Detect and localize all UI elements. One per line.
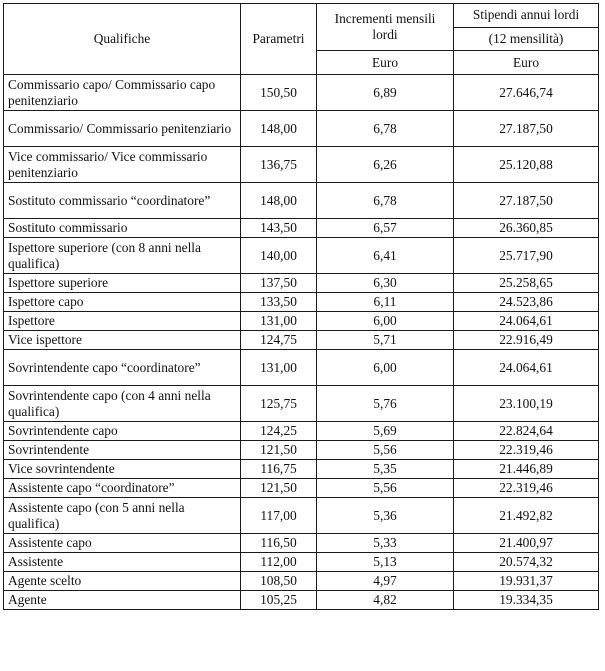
row-parametro: 121,50 bbox=[241, 479, 317, 498]
row-stipendio: 26.360,85 bbox=[454, 219, 599, 238]
row-qualifica: Commissario/ Commissario penitenziario bbox=[4, 111, 241, 147]
table-row bbox=[4, 460, 599, 479]
row-stipendio: 22.319,46 bbox=[454, 479, 599, 498]
row-qualifica: Assistente capo “coordinatore” bbox=[4, 479, 241, 498]
row-parametro: 124,75 bbox=[241, 331, 317, 350]
row-stipendio: 20.574,32 bbox=[454, 553, 599, 572]
row-qualifica: Vice ispettore bbox=[4, 331, 241, 350]
table-row bbox=[4, 553, 599, 572]
row-qualifica: Agente bbox=[4, 591, 241, 610]
row-incremento: 5,35 bbox=[317, 460, 454, 479]
row-qualifica: Ispettore bbox=[4, 312, 241, 331]
row-parametro: 116,75 bbox=[241, 460, 317, 479]
row-incremento: 6,00 bbox=[317, 350, 454, 386]
table-row bbox=[4, 572, 599, 591]
row-parametro: 105,25 bbox=[241, 591, 317, 610]
row-incremento: 6,00 bbox=[317, 312, 454, 331]
row-qualifica: Agente scelto bbox=[4, 572, 241, 591]
row-stipendio: 21.446,89 bbox=[454, 460, 599, 479]
salary-table-container bbox=[3, 3, 599, 610]
row-incremento: 5,56 bbox=[317, 441, 454, 460]
row-incremento: 6,78 bbox=[317, 183, 454, 219]
row-qualifica: Sovrintendente bbox=[4, 441, 241, 460]
row-qualifica: Assistente capo bbox=[4, 534, 241, 553]
row-stipendio: 24.064,61 bbox=[454, 350, 599, 386]
row-stipendio: 22.319,46 bbox=[454, 441, 599, 460]
row-qualifica: Ispettore superiore (con 8 anni nella qualifica) bbox=[4, 238, 241, 274]
table-row bbox=[4, 75, 599, 111]
row-qualifica: Assistente capo (con 5 anni nella qualifica) bbox=[4, 498, 241, 534]
table-row bbox=[4, 498, 599, 534]
row-parametro: 143,50 bbox=[241, 219, 317, 238]
row-stipendio: 21.400,97 bbox=[454, 534, 599, 553]
table-row bbox=[4, 183, 599, 219]
row-parametro: 112,00 bbox=[241, 553, 317, 572]
row-incremento: 6,30 bbox=[317, 274, 454, 293]
row-incremento: 6,26 bbox=[317, 147, 454, 183]
row-incremento: 6,89 bbox=[317, 75, 454, 111]
row-incremento: 5,36 bbox=[317, 498, 454, 534]
header-parametri: Parametri bbox=[241, 4, 317, 75]
row-incremento: 6,41 bbox=[317, 238, 454, 274]
table-row bbox=[4, 350, 599, 386]
table-row bbox=[4, 422, 599, 441]
row-incremento: 5,71 bbox=[317, 331, 454, 350]
row-incremento: 5,33 bbox=[317, 534, 454, 553]
table-row bbox=[4, 147, 599, 183]
row-qualifica: Sostituto commissario “coordinatore” bbox=[4, 183, 241, 219]
row-parametro: 136,75 bbox=[241, 147, 317, 183]
row-stipendio: 25.120,88 bbox=[454, 147, 599, 183]
row-incremento: 6,11 bbox=[317, 293, 454, 312]
row-qualifica: Commissario capo/ Commissario capo penitenziario bbox=[4, 75, 241, 111]
table-row bbox=[4, 479, 599, 498]
header-qualifiche: Qualifiche bbox=[4, 4, 241, 75]
row-parametro: 140,00 bbox=[241, 238, 317, 274]
row-stipendio: 27.187,50 bbox=[454, 111, 599, 147]
row-stipendio: 22.824,64 bbox=[454, 422, 599, 441]
header-mensilita: (12 mensilità) bbox=[454, 27, 599, 51]
row-qualifica: Sovrintendente capo “coordinatore” bbox=[4, 350, 241, 386]
row-parametro: 148,00 bbox=[241, 111, 317, 147]
row-parametro: 148,00 bbox=[241, 183, 317, 219]
row-incremento: 6,57 bbox=[317, 219, 454, 238]
header-stipendi: Stipendi annui lordi bbox=[454, 4, 599, 28]
row-parametro: 150,50 bbox=[241, 75, 317, 111]
row-stipendio: 24.064,61 bbox=[454, 312, 599, 331]
row-stipendio: 19.931,37 bbox=[454, 572, 599, 591]
row-stipendio: 27.187,50 bbox=[454, 183, 599, 219]
row-parametro: 124,25 bbox=[241, 422, 317, 441]
row-qualifica: Vice sovrintendente bbox=[4, 460, 241, 479]
row-qualifica: Assistente bbox=[4, 553, 241, 572]
row-parametro: 121,50 bbox=[241, 441, 317, 460]
row-parametro: 137,50 bbox=[241, 274, 317, 293]
table-row bbox=[4, 534, 599, 553]
row-parametro: 117,00 bbox=[241, 498, 317, 534]
row-parametro: 131,00 bbox=[241, 312, 317, 331]
row-stipendio: 25.258,65 bbox=[454, 274, 599, 293]
table-row bbox=[4, 591, 599, 610]
row-parametro: 108,50 bbox=[241, 572, 317, 591]
row-qualifica: Sovrintendente capo bbox=[4, 422, 241, 441]
row-parametro: 125,75 bbox=[241, 386, 317, 422]
table-row bbox=[4, 274, 599, 293]
table-row bbox=[4, 293, 599, 312]
row-incremento: 5,13 bbox=[317, 553, 454, 572]
row-incremento: 6,78 bbox=[317, 111, 454, 147]
table-row bbox=[4, 111, 599, 147]
row-qualifica: Ispettore capo bbox=[4, 293, 241, 312]
row-stipendio: 27.646,74 bbox=[454, 75, 599, 111]
row-stipendio: 23.100,19 bbox=[454, 386, 599, 422]
row-incremento: 4,82 bbox=[317, 591, 454, 610]
salary-table bbox=[3, 3, 599, 610]
row-qualifica: Vice commissario/ Vice commissario penitenziario bbox=[4, 147, 241, 183]
row-stipendio: 24.523,86 bbox=[454, 293, 599, 312]
row-parametro: 131,00 bbox=[241, 350, 317, 386]
row-incremento: 5,69 bbox=[317, 422, 454, 441]
table-row bbox=[4, 238, 599, 274]
header-euro-incrementi: Euro bbox=[317, 51, 454, 75]
header-incrementi: Incrementi mensili lordi bbox=[317, 4, 454, 51]
row-incremento: 4,97 bbox=[317, 572, 454, 591]
row-incremento: 5,76 bbox=[317, 386, 454, 422]
table-row bbox=[4, 331, 599, 350]
row-incremento: 5,56 bbox=[317, 479, 454, 498]
table-row bbox=[4, 441, 599, 460]
table-row bbox=[4, 386, 599, 422]
row-qualifica: Sostituto commissario bbox=[4, 219, 241, 238]
row-stipendio: 22.916,49 bbox=[454, 331, 599, 350]
row-stipendio: 25.717,90 bbox=[454, 238, 599, 274]
row-stipendio: 19.334,35 bbox=[454, 591, 599, 610]
row-parametro: 116,50 bbox=[241, 534, 317, 553]
table-row bbox=[4, 312, 599, 331]
row-qualifica: Ispettore superiore bbox=[4, 274, 241, 293]
row-stipendio: 21.492,82 bbox=[454, 498, 599, 534]
row-parametro: 133,50 bbox=[241, 293, 317, 312]
table-row bbox=[4, 219, 599, 238]
header-euro-stipendi: Euro bbox=[454, 51, 599, 75]
row-qualifica: Sovrintendente capo (con 4 anni nella qualifica) bbox=[4, 386, 241, 422]
